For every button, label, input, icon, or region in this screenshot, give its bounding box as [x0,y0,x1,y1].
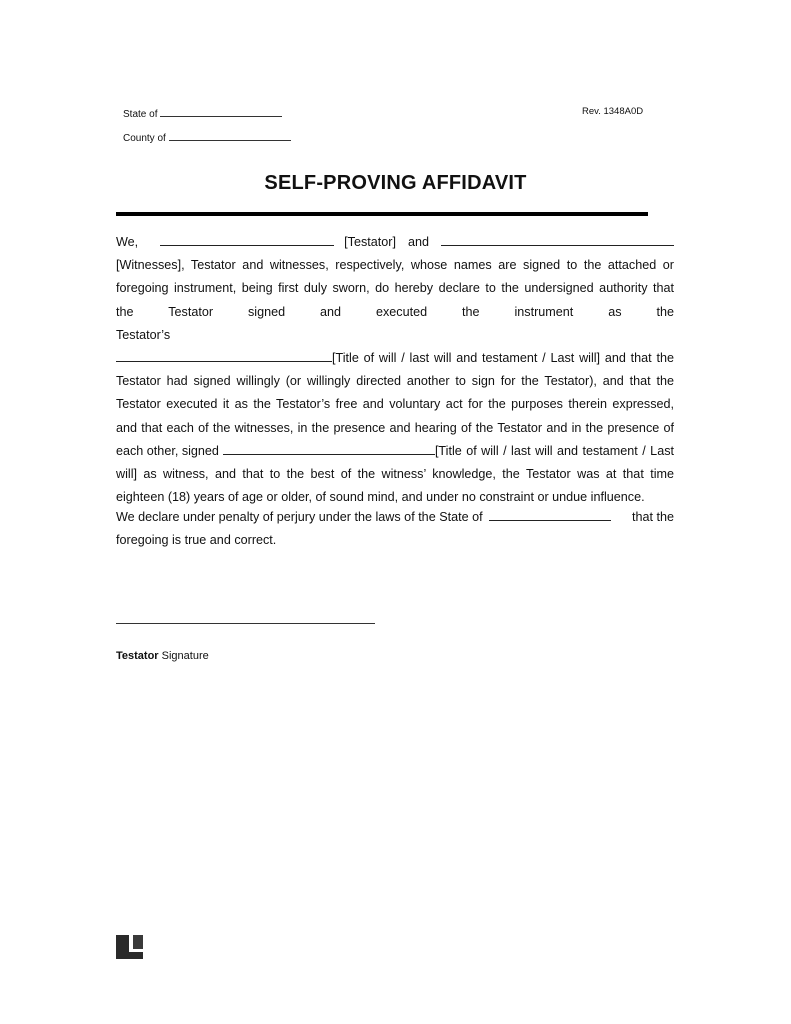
testator-signature-line[interactable] [116,623,375,624]
will-title-input-2[interactable] [223,442,435,455]
county-field [123,130,291,144]
testator-signature-label [116,650,209,662]
para1-line9 [116,440,674,463]
para1-line11: eighteen (18) years of age or older, of sound mind, and under no constraint or undue influence. [116,490,645,505]
para2-line2: foregoing is true and correct. [116,533,277,548]
para1-line4: the Testator signed and executed the instrument as the Testator’s [116,304,674,342]
each-other-signed-text: each other, signed [116,443,219,458]
state-field [123,106,282,120]
state-label: State of [123,109,158,120]
county-label: County of [123,133,166,144]
will-title-input-1[interactable] [116,349,332,362]
para2-line1 [116,506,674,529]
para1-line1 [116,231,674,254]
state-input[interactable] [160,106,282,117]
para1-line10: will] as witness, and that to the best of the witness’ knowledge, the Testator was at that time [116,467,674,482]
para1-line7: Testator executed it as the Testator’s free and voluntary act for the purposes therein expressed, [116,397,674,412]
para1-line3: foregoing instrument, being first duly sworn, do hereby declare to the undersigned authority that [116,281,674,296]
para1-line2: [Witnesses], Testator and witnesses, respectively, whose names are signed to the attached or [116,258,674,273]
para1-line6: Testator had signed willingly (or willingly directed another to sign for the Testator), and that the [116,374,674,389]
and-text: and [407,235,429,249]
testator-name-input[interactable] [160,233,334,246]
will-title-tag-1: [Title of will / last will and testament / Last will] and that the [332,351,674,366]
that-the-text: that the [631,510,674,524]
revision-number: Rev. 1348A0D [582,106,644,117]
testator-bold-label: Testator [116,650,159,662]
para1-line8: and that each of the witnesses, in the presence and hearing of the Testator and in the presence of [116,420,674,435]
para1-line5 [116,347,674,370]
perjury-text: We declare under penalty of perjury under the laws of the State of [116,510,483,524]
signature-text: Signature [161,650,209,662]
we-text: We, [116,235,139,249]
legal-templates-logo-icon [116,935,143,959]
title-divider [116,212,648,216]
document-title: SELF-PROVING AFFIDAVIT [264,172,527,194]
perjury-paragraph [116,506,674,552]
county-input[interactable] [169,130,291,141]
will-title-tag-2: [Title of will / last will and testament / Last [434,443,674,458]
witnesses-names-input[interactable] [441,233,674,246]
affidavit-paragraph [116,231,674,509]
testator-tag: [Testator] [344,235,396,249]
perjury-state-input[interactable] [489,508,611,521]
